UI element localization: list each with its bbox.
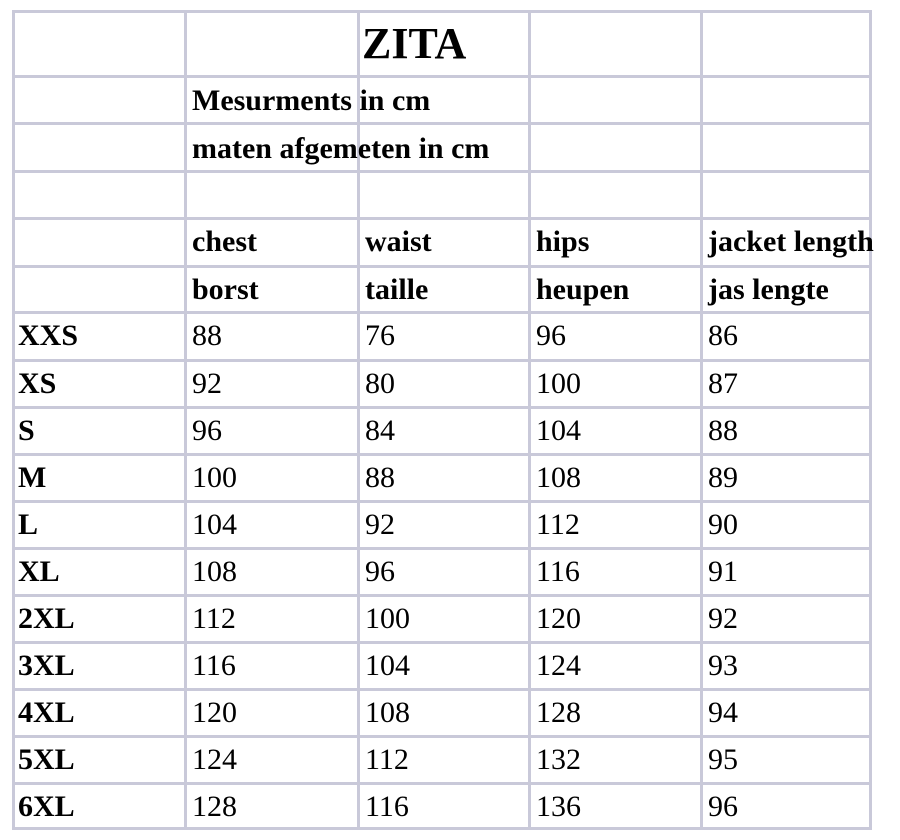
table-cell-value: 108 [365, 696, 410, 729]
table-cell-value: 76 [365, 319, 395, 352]
grid-row-line [12, 311, 872, 314]
grid-row-line [12, 217, 872, 220]
size-label: M [18, 461, 47, 494]
size-chart-table [12, 10, 872, 830]
grid-row-line [12, 735, 872, 738]
subtitle-dutch: maten afgemeten in cm [192, 132, 490, 165]
grid-row-line [12, 10, 872, 13]
table-cell-value: 128 [536, 696, 581, 729]
size-label: XL [18, 555, 60, 588]
table-cell-value: 108 [536, 461, 581, 494]
grid-row-line [12, 500, 872, 503]
table-cell-value: 100 [192, 461, 237, 494]
grid-col-line [184, 10, 187, 830]
table-cell-value: 136 [536, 790, 581, 823]
table-cell-value: 93 [708, 649, 738, 682]
table-cell-value: 100 [365, 602, 410, 635]
grid-col-line [869, 10, 872, 830]
column-header-nl: taille [365, 273, 429, 306]
column-header-en: waist [365, 225, 432, 258]
grid-row-line [12, 688, 872, 691]
table-cell-value: 96 [192, 414, 222, 447]
grid-row-line [12, 547, 872, 550]
table-cell-value: 84 [365, 414, 395, 447]
table-cell-value: 112 [365, 743, 409, 776]
column-header-en: hips [536, 225, 590, 258]
column-header-nl: heupen [536, 273, 630, 306]
size-label: 4XL [18, 696, 75, 729]
table-cell-value: 104 [365, 649, 410, 682]
table-cell-value: 132 [536, 743, 581, 776]
grid-row-line [12, 827, 872, 830]
table-cell-value: 124 [192, 743, 237, 776]
grid-row-line [12, 75, 872, 78]
size-label: XS [18, 367, 57, 400]
table-cell-value: 96 [365, 555, 395, 588]
table-cell-value: 108 [192, 555, 237, 588]
subtitle-english: Mesurments in cm [192, 84, 431, 117]
grid-row-line [12, 641, 872, 644]
table-cell-value: 120 [536, 602, 581, 635]
table-cell-value: 116 [536, 555, 580, 588]
table-cell-value: 88 [708, 414, 738, 447]
table-cell-value: 96 [536, 319, 566, 352]
table-cell-value: 100 [536, 367, 581, 400]
grid-row-line [12, 453, 872, 456]
table-cell-value: 80 [365, 367, 395, 400]
table-cell-value: 90 [708, 508, 738, 541]
table-cell-value: 92 [365, 508, 395, 541]
size-label: L [18, 508, 39, 541]
table-cell-value: 116 [192, 649, 236, 682]
size-label: XXS [18, 319, 79, 352]
table-cell-value: 92 [192, 367, 222, 400]
size-label: S [18, 414, 35, 447]
grid-col-line [12, 10, 15, 830]
chart-title: ZITA [362, 19, 467, 68]
grid-row-line [12, 122, 872, 125]
size-label: 2XL [18, 602, 75, 635]
table-cell-value: 91 [708, 555, 738, 588]
table-cell-value: 86 [708, 319, 738, 352]
table-cell-value: 104 [536, 414, 581, 447]
table-cell-value: 87 [708, 367, 738, 400]
column-header-nl: borst [192, 273, 259, 306]
size-label: 6XL [18, 790, 75, 823]
table-cell-value: 124 [536, 649, 581, 682]
column-header-en: jacket length [708, 225, 874, 258]
table-cell-value: 89 [708, 461, 738, 494]
grid-row-line [12, 782, 872, 785]
grid-col-line [528, 10, 531, 830]
table-cell-value: 94 [708, 696, 738, 729]
grid-row-line [12, 359, 872, 362]
table-cell-value: 92 [708, 602, 738, 635]
table-cell-value: 112 [536, 508, 580, 541]
grid-row-line [12, 170, 872, 173]
table-cell-value: 95 [708, 743, 738, 776]
grid-row-line [12, 406, 872, 409]
table-cell-value: 112 [192, 602, 236, 635]
table-cell-value: 116 [365, 790, 409, 823]
table-cell-value: 104 [192, 508, 237, 541]
table-cell-value: 128 [192, 790, 237, 823]
size-label: 5XL [18, 743, 75, 776]
size-label: 3XL [18, 649, 75, 682]
grid-row-line [12, 594, 872, 597]
column-header-nl: jas lengte [708, 273, 829, 306]
column-header-en: chest [192, 225, 257, 258]
table-cell-value: 96 [708, 790, 738, 823]
grid-row-line [12, 265, 872, 268]
table-cell-value: 120 [192, 696, 237, 729]
grid-col-line [700, 10, 703, 830]
table-cell-value: 88 [192, 319, 222, 352]
table-cell-value: 88 [365, 461, 395, 494]
